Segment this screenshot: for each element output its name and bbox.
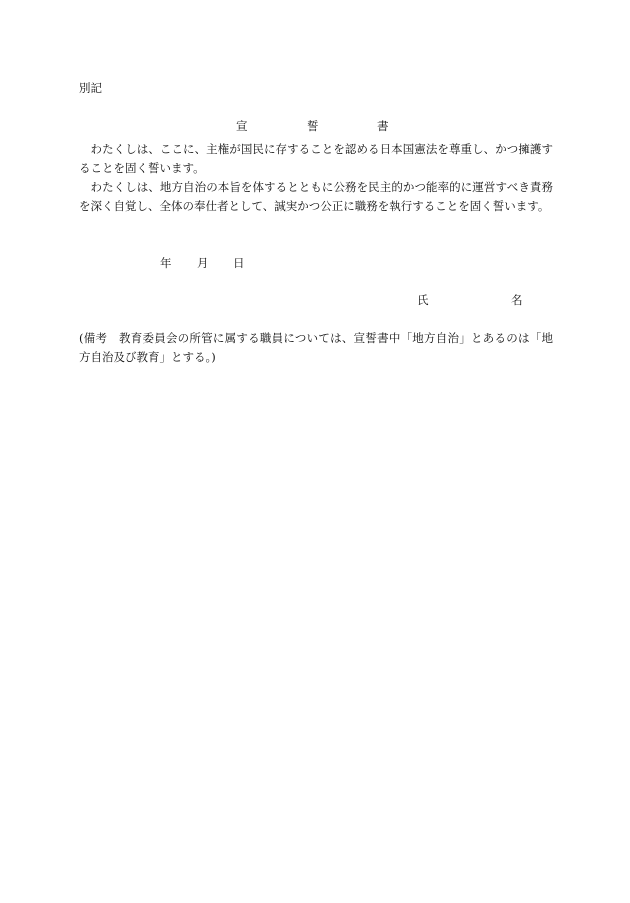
oath-paragraph-1: わたくしは、ここに、主権が国民に存することを認める日本国憲法を尊重し、かつ擁護することを固く誓います。 — [79, 142, 553, 175]
signature-family-label: 氏 — [417, 293, 429, 307]
title-char-1: 宣 — [236, 119, 248, 133]
appendix-label: 別記 — [79, 81, 102, 95]
remarks-note: (備考 教育委員会の所管に属する職員については、宣誓書中「地方自治」とあるのは「地方自治及び教育」とする。) — [79, 331, 553, 364]
date-line — [0, 255, 630, 271]
document-title — [0, 118, 630, 134]
date-day-label: 日 — [233, 256, 245, 270]
date-year-label: 年 — [160, 256, 172, 270]
date-month-label: 月 — [197, 256, 209, 270]
oath-paragraph-2: わたくしは、地方自治の本旨を体するとともに公務を民主的かつ能率的に運営すべき責務を深く自覚し、全体の奉仕者として、誠実かつ公正に職務を執行することを固く誓います。 — [79, 180, 553, 213]
title-char-2: 誓 — [307, 119, 319, 133]
signature-given-label: 名 — [511, 293, 523, 307]
title-char-3: 書 — [377, 119, 389, 133]
signature-line — [0, 292, 630, 308]
